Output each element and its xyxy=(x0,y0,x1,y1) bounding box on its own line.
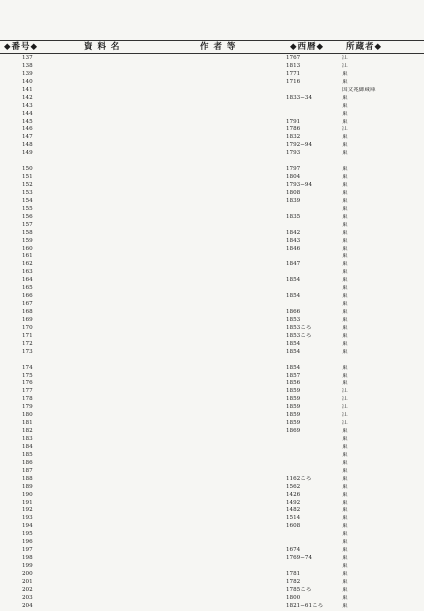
row-holder: 東 xyxy=(342,166,348,173)
table-row xyxy=(0,182,424,190)
row-year: 1785ころ xyxy=(286,586,312,593)
row-number: 192 xyxy=(22,507,33,514)
row-year: 1854 xyxy=(286,340,301,347)
row-holder: 東 xyxy=(342,507,348,514)
row-holder: 国文兆御蔵庫 xyxy=(342,86,376,93)
table-row xyxy=(0,95,424,103)
row-year: 1832 xyxy=(286,134,301,141)
row-year: 1869 xyxy=(286,428,301,435)
row-number: 177 xyxy=(22,388,33,395)
row-holder: 東 xyxy=(342,142,348,149)
table-row xyxy=(0,150,424,158)
row-number: 166 xyxy=(22,293,33,300)
table-row xyxy=(0,119,424,127)
row-year: 1793 xyxy=(286,150,301,157)
row-year: 1808 xyxy=(286,189,301,196)
row-holder: 東 xyxy=(342,602,348,609)
row-holder: 東 xyxy=(342,229,348,236)
row-holder: 東 xyxy=(342,197,348,204)
table-row xyxy=(0,126,424,134)
table-row xyxy=(0,515,424,523)
table-row xyxy=(0,563,424,571)
row-year: 1856 xyxy=(286,380,301,387)
row-holder: 東 xyxy=(342,340,348,347)
row-holder: 東 xyxy=(342,475,348,482)
row-year: 1821−61ころ xyxy=(286,602,324,609)
row-year: 1839 xyxy=(286,197,301,204)
table-row xyxy=(0,317,424,325)
header-number: ◆番号◆ xyxy=(4,42,39,52)
row-year: 1797 xyxy=(286,166,301,173)
row-year: 1859 xyxy=(286,420,301,427)
row-year: 1846 xyxy=(286,245,301,252)
row-number: 169 xyxy=(22,316,33,323)
row-holder: 東 xyxy=(342,189,348,196)
row-year: 1854 xyxy=(286,364,301,371)
row-year: 1853 xyxy=(286,316,301,323)
row-number: 203 xyxy=(22,594,33,601)
row-holder: 東 xyxy=(342,515,348,522)
table-row xyxy=(0,55,424,63)
table-row xyxy=(0,404,424,412)
table-row xyxy=(0,333,424,341)
header-author: 作 者 等 xyxy=(200,42,237,52)
row-number: 179 xyxy=(22,404,33,411)
row-holder: 東 xyxy=(342,301,348,308)
row-number: 148 xyxy=(22,142,33,149)
row-number: 171 xyxy=(22,332,33,339)
row-number: 163 xyxy=(22,269,33,276)
row-year: 1833−34 xyxy=(286,94,313,101)
row-year: 1847 xyxy=(286,261,301,268)
table-row xyxy=(0,539,424,547)
table-row xyxy=(0,555,424,563)
row-number: 187 xyxy=(22,467,33,474)
table-row xyxy=(0,166,424,174)
table-row xyxy=(0,349,424,357)
row-holder: 江 xyxy=(342,126,348,133)
table-row xyxy=(0,460,424,468)
row-year: 1426 xyxy=(286,491,301,498)
row-holder: 東 xyxy=(342,364,348,371)
row-number: 156 xyxy=(22,213,33,220)
row-year: 1674 xyxy=(286,547,301,554)
row-holder: 東 xyxy=(342,570,348,577)
row-number: 162 xyxy=(22,261,33,268)
row-holder: 江 xyxy=(342,396,348,403)
row-year: 1842 xyxy=(286,229,301,236)
table-row xyxy=(0,261,424,269)
table-row xyxy=(0,174,424,182)
row-number: 144 xyxy=(22,110,33,117)
table-row xyxy=(0,111,424,119)
row-year: 1866 xyxy=(286,309,301,315)
table-row xyxy=(0,412,424,420)
table-row xyxy=(0,238,424,246)
table-row xyxy=(0,293,424,301)
row-number: 152 xyxy=(22,182,33,188)
row-year: 1782 xyxy=(286,578,301,585)
table-row xyxy=(0,428,424,436)
table-row xyxy=(0,595,424,603)
header-year: ◆西暦◆ xyxy=(290,42,325,52)
row-holder: 東 xyxy=(342,102,348,109)
table-row xyxy=(0,500,424,508)
row-year: 1767 xyxy=(286,55,301,61)
row-holder: 東 xyxy=(342,245,348,252)
table-row xyxy=(0,531,424,539)
row-number: 174 xyxy=(22,364,33,371)
table-row xyxy=(0,246,424,254)
row-holder: 東 xyxy=(342,523,348,530)
table-row xyxy=(0,206,424,214)
row-year: 1162ころ xyxy=(286,475,312,482)
row-number: 194 xyxy=(22,523,33,530)
row-number: 145 xyxy=(22,118,33,125)
table-row xyxy=(0,468,424,476)
row-holder: 江 xyxy=(342,55,348,61)
row-holder: 東 xyxy=(342,110,348,117)
row-year: 1859 xyxy=(286,396,301,403)
row-number: 204 xyxy=(22,602,33,609)
row-number: 159 xyxy=(22,237,33,244)
row-number: 141 xyxy=(22,86,33,93)
row-year: 1492 xyxy=(286,499,301,506)
header-holder: 所蔵者◆ xyxy=(346,42,383,52)
row-holder: 東 xyxy=(342,309,348,315)
row-number: 147 xyxy=(22,134,33,141)
row-year: 1857 xyxy=(286,372,301,379)
row-number: 149 xyxy=(22,150,33,157)
row-number: 190 xyxy=(22,491,33,498)
row-holder: 東 xyxy=(342,205,348,212)
row-year: 1786 xyxy=(286,126,301,133)
row-year: 1514 xyxy=(286,515,301,522)
table-row xyxy=(0,103,424,111)
row-holder: 東 xyxy=(342,372,348,379)
row-number: 191 xyxy=(22,499,33,506)
row-holder: 東 xyxy=(342,491,348,498)
row-year: 1854 xyxy=(286,348,301,355)
row-holder: 東 xyxy=(342,436,348,442)
row-number: 186 xyxy=(22,459,33,466)
row-holder: 東 xyxy=(342,332,348,339)
table-row xyxy=(0,253,424,261)
row-holder: 江 xyxy=(342,62,348,69)
row-holder: 東 xyxy=(342,94,348,101)
row-year: 1835 xyxy=(286,213,301,220)
row-holder: 東 xyxy=(342,237,348,244)
row-number: 176 xyxy=(22,380,33,387)
row-holder: 東 xyxy=(342,70,348,77)
row-holder: 東 xyxy=(342,118,348,125)
table-row xyxy=(0,285,424,293)
row-number: 170 xyxy=(22,324,33,331)
table-row xyxy=(0,269,424,277)
table-row xyxy=(0,214,424,222)
row-year: 1769−74 xyxy=(286,555,313,562)
table-row xyxy=(0,523,424,531)
row-holder: 東 xyxy=(342,285,348,292)
row-number: 188 xyxy=(22,475,33,482)
row-holder: 東 xyxy=(342,586,348,593)
row-holder: 東 xyxy=(342,277,348,284)
row-number: 165 xyxy=(22,285,33,292)
row-holder: 東 xyxy=(342,78,348,85)
row-year: 1771 xyxy=(286,70,301,77)
row-year: 1843 xyxy=(286,237,301,244)
row-holder: 東 xyxy=(342,293,348,300)
row-number: 183 xyxy=(22,436,33,442)
row-number: 157 xyxy=(22,221,33,228)
row-holder: 東 xyxy=(342,443,348,450)
row-holder: 江 xyxy=(342,404,348,411)
row-number: 151 xyxy=(22,174,33,181)
row-number: 154 xyxy=(22,197,33,204)
row-number: 197 xyxy=(22,547,33,554)
row-holder: 東 xyxy=(342,539,348,546)
row-number: 140 xyxy=(22,78,33,85)
row-number: 172 xyxy=(22,340,33,347)
table-row xyxy=(0,444,424,452)
column-header xyxy=(0,40,424,54)
row-number: 182 xyxy=(22,428,33,435)
header-title: 資 料 名 xyxy=(84,42,121,52)
row-number: 158 xyxy=(22,229,33,236)
row-year: 1793−94 xyxy=(286,182,313,188)
row-number: 180 xyxy=(22,412,33,419)
row-number: 200 xyxy=(22,570,33,577)
row-holder: 東 xyxy=(342,380,348,387)
row-holder: 東 xyxy=(342,594,348,601)
row-number: 193 xyxy=(22,515,33,522)
table-row xyxy=(0,79,424,87)
row-year: 1482 xyxy=(286,507,301,514)
row-number: 143 xyxy=(22,102,33,109)
table-row xyxy=(0,380,424,388)
table-row xyxy=(0,301,424,309)
row-number: 161 xyxy=(22,253,33,260)
row-year: 1859 xyxy=(286,404,301,411)
row-holder: 東 xyxy=(342,451,348,458)
row-year: 1854 xyxy=(286,293,301,300)
row-number: 137 xyxy=(22,55,33,61)
row-holder: 東 xyxy=(342,547,348,554)
table-row xyxy=(0,452,424,460)
table-row xyxy=(0,142,424,150)
row-year: 1859 xyxy=(286,388,301,395)
row-holder: 東 xyxy=(342,467,348,474)
table-row xyxy=(0,63,424,71)
row-year: 1854 xyxy=(286,277,301,284)
row-year: 1800 xyxy=(286,594,301,601)
row-number: 181 xyxy=(22,420,33,427)
row-holder: 東 xyxy=(342,483,348,490)
row-holder: 東 xyxy=(342,324,348,331)
table-row xyxy=(0,190,424,198)
row-holder: 東 xyxy=(342,213,348,220)
row-number: 150 xyxy=(22,166,33,173)
row-number: 189 xyxy=(22,483,33,490)
row-number: 202 xyxy=(22,586,33,593)
row-holder: 東 xyxy=(342,563,348,569)
row-holder: 東 xyxy=(342,316,348,323)
row-holder: 東 xyxy=(342,348,348,355)
row-year: 1716 xyxy=(286,78,301,85)
row-holder: 東 xyxy=(342,578,348,585)
row-year: 1813 xyxy=(286,62,301,69)
table-row xyxy=(0,579,424,587)
row-holder: 東 xyxy=(342,174,348,181)
table-row xyxy=(0,373,424,381)
row-holder: 東 xyxy=(342,499,348,506)
row-year: 1608 xyxy=(286,523,301,530)
table-row xyxy=(0,603,424,611)
row-number: 184 xyxy=(22,443,33,450)
row-number: 199 xyxy=(22,563,33,569)
row-year: 1791 xyxy=(286,118,301,125)
row-holder: 東 xyxy=(342,261,348,268)
table-row xyxy=(0,309,424,317)
row-number: 146 xyxy=(22,126,33,133)
row-holder: 東 xyxy=(342,150,348,157)
table-row xyxy=(0,547,424,555)
row-number: 139 xyxy=(22,70,33,77)
table-row xyxy=(0,365,424,373)
row-number: 195 xyxy=(22,531,33,538)
row-holder: 江 xyxy=(342,412,348,419)
row-holder: 東 xyxy=(342,221,348,228)
table-row xyxy=(0,388,424,396)
table-row xyxy=(0,230,424,238)
table-row xyxy=(0,134,424,142)
table-row xyxy=(0,222,424,230)
table-row xyxy=(0,158,424,166)
table-row xyxy=(0,198,424,206)
row-holder: 東 xyxy=(342,253,348,260)
row-number: 198 xyxy=(22,555,33,562)
table-row xyxy=(0,341,424,349)
row-number: 178 xyxy=(22,396,33,403)
row-holder: 江 xyxy=(342,420,348,427)
row-holder: 東 xyxy=(342,531,348,538)
row-number: 164 xyxy=(22,277,33,284)
table-row xyxy=(0,420,424,428)
table-row xyxy=(0,87,424,95)
row-year: 1859 xyxy=(286,412,301,419)
row-number: 153 xyxy=(22,189,33,196)
row-number: 196 xyxy=(22,539,33,546)
row-holder: 東 xyxy=(342,134,348,141)
row-number: 185 xyxy=(22,451,33,458)
table-row xyxy=(0,325,424,333)
table-row xyxy=(0,492,424,500)
row-year: 1804 xyxy=(286,174,301,181)
row-number: 175 xyxy=(22,372,33,379)
table-row xyxy=(0,507,424,515)
table-row xyxy=(0,71,424,79)
row-number: 167 xyxy=(22,301,33,308)
row-number: 168 xyxy=(22,309,33,315)
table-row xyxy=(0,396,424,404)
row-holder: 東 xyxy=(342,459,348,466)
table-row xyxy=(0,587,424,595)
row-number: 201 xyxy=(22,578,33,585)
row-holder: 東 xyxy=(342,182,348,188)
row-holder: 東 xyxy=(342,269,348,276)
table-row xyxy=(0,484,424,492)
row-holder: 東 xyxy=(342,428,348,435)
table-row xyxy=(0,436,424,444)
row-holder: 東 xyxy=(342,555,348,562)
row-holder: 江 xyxy=(342,388,348,395)
row-year: 1853ころ xyxy=(286,324,312,331)
row-number: 142 xyxy=(22,94,33,101)
table-row xyxy=(0,476,424,484)
row-number: 138 xyxy=(22,62,33,69)
row-year: 1562 xyxy=(286,483,301,490)
row-number: 173 xyxy=(22,348,33,355)
row-year: 1781 xyxy=(286,570,301,577)
row-number: 155 xyxy=(22,205,33,212)
catalogue-rows xyxy=(0,55,424,611)
row-year: 1792−94 xyxy=(286,142,313,149)
row-number: 160 xyxy=(22,245,33,252)
table-row xyxy=(0,357,424,365)
table-row xyxy=(0,571,424,579)
table-row xyxy=(0,277,424,285)
row-year: 1853ころ xyxy=(286,332,312,339)
